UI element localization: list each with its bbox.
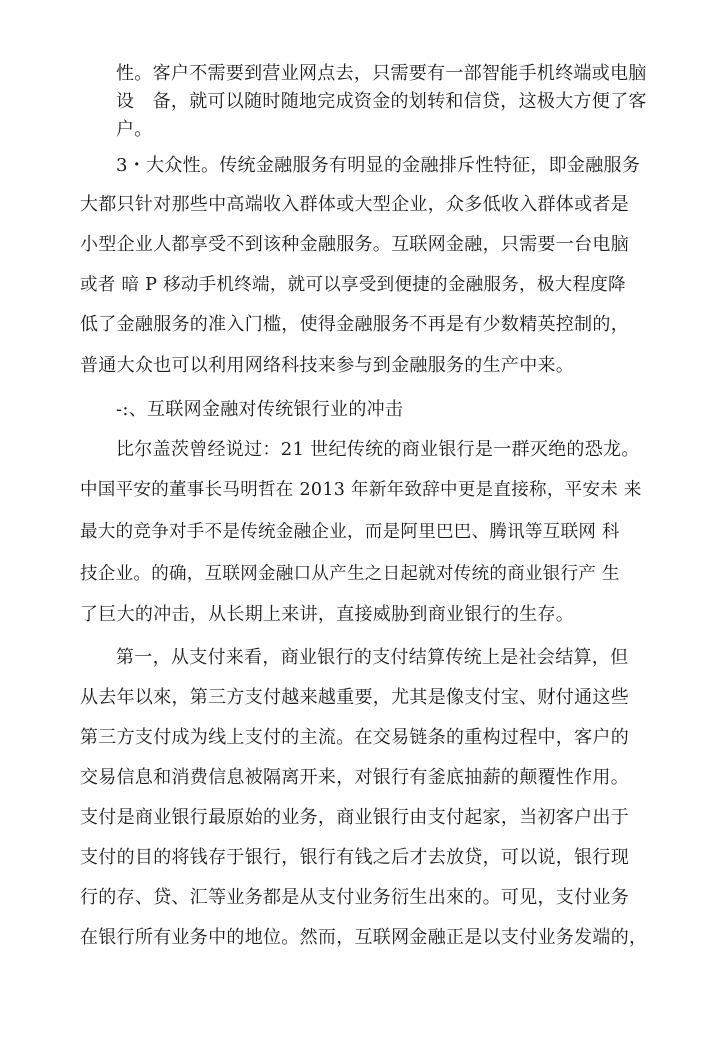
paragraph-line: 户。 [116,119,153,140]
paragraph-line: 最大的竞争对手不是传统金融企业，而是阿里巴巴、腾讯等互联网 科 [80,522,620,542]
paragraph-line: 交易信息和消费信息被隔离开来，对银行有釜底抽薪的颠覆性作用。 [80,767,629,788]
paragraph-line: 大都只针对那些中高端收入群体或大型企业，众多低收入群体或者是 [80,194,629,215]
paragraph-line: 低了金融服务的准入门槛，使得金融服务不再是有少数精英控制的， [80,314,629,335]
paragraph-line: 技企业。的确，互联网金融口从产生之日起就对传统的商业银行产 生 [80,564,620,584]
paragraph-line: 3・大众性。传统金融服务有明显的金融排斥性特征，即金融服务 [116,155,641,176]
paragraph-line: 支付的目的将钱存于银行，银行有钱之后才去放贷，可以说，银行现 [80,847,629,868]
paragraph-line: 了巨大的冲击，从长期上来讲，直接威胁到商业银行的生存。 [80,604,575,625]
paragraph-line: 或者 暗 P 移动手机终端，就可以享受到便捷的金融服务，极大程度降 [80,275,626,295]
paragraph-line: 比尔盖茨曾经说过：21 世纪传统的商业银行是一群灭绝的恐龙。 [116,439,640,460]
section-heading: -:、互联网金融对传统银行业的冲击 [116,399,404,420]
paragraph-line: 从去年以來，第三方支付越来越重要，尤其是像支付宝、财付通这些 [80,687,629,708]
paragraph-line: 行的存、贷、汇等业务都是从支付业务衍生出來的。可见，支付业务 [80,887,629,908]
paragraph-line: 设 备，就可以随时随地完成资金的划转和信贷，这极大方便了客 [116,91,647,112]
paragraph-line: 在银行所有业务中的地位。然而，互联网金融正是以支付业务发端的， [80,927,648,948]
paragraph-line: 性。客户不需要到营业网点去，只需要有一部智能手机终端或电脑 [116,63,647,84]
paragraph-line: 第一，从支付来看，商业银行的支付结算传统上是社会结算，但 [116,647,629,668]
paragraph-line: 第三方支付成为线上支付的主流。在交易链条的重构过程中，客户的 [80,727,629,748]
paragraph-line: 中国平安的董事长马明哲在 2013 年新年致辞中更是直接称，平安未 来 [80,480,642,500]
paragraph-line: 普通大众也可以利用网络科技来参与到金融服务的生产中来。 [80,355,575,376]
paragraph-line: 支付是商业银行最原始的业务，商业银行由支付起家，当初客户出于 [80,807,629,828]
paragraph-line: 小型企业人都享受不到该种金融服务。互联网金融，只需要一台电脑 [80,234,629,255]
